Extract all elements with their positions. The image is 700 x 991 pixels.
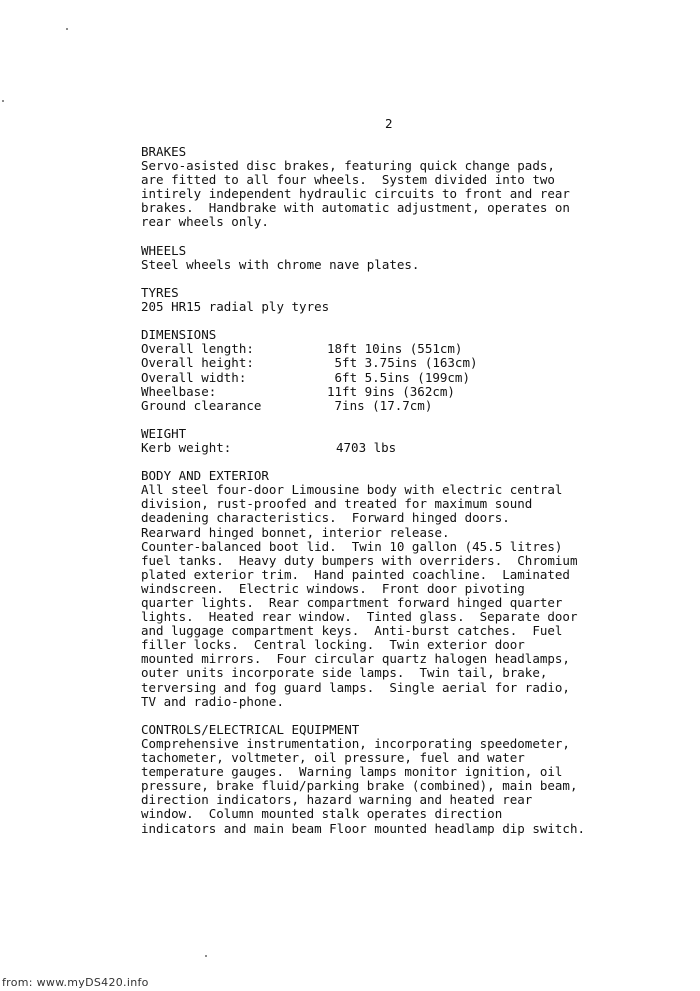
dimension-label: Overall width:: [141, 369, 247, 385]
dimension-label: Wheelbase:: [141, 383, 217, 399]
wheels-section: [141, 244, 681, 272]
scan-speck: [66, 28, 68, 30]
body-exterior-line: outer units incorporate side lamps. Twin tail, brake,: [141, 665, 548, 681]
dimension-value: 18ft 10ins (551cm): [327, 341, 463, 357]
tyres-line: 205 HR15 radial ply tyres: [141, 299, 330, 315]
body-exterior-line: mounted mirrors. Four circular quartz halogen headlamps,: [141, 651, 570, 667]
weight-row: [141, 441, 681, 455]
dimension-value: 11ft 9ins (362cm): [327, 383, 455, 399]
body-exterior-line: deadening characteristics. Forward hinged doors.: [141, 510, 510, 526]
scan-speck: [205, 955, 207, 957]
source-footer: from: www.myDS420.info: [2, 976, 149, 989]
brakes-line: are fitted to all four wheels. System divided into two: [141, 172, 555, 188]
controls-line: tachometer, voltmeter, oil pressure, fuel and water: [141, 750, 525, 766]
weight-value: 4703 lbs: [336, 439, 397, 455]
body-exterior-line: fuel tanks. Heavy duty bumpers with overriders. Chromium: [141, 552, 578, 568]
body-exterior-line: quarter lights. Rear compartment forward hinged quarter: [141, 595, 563, 610]
controls-line: temperature gauges. Warning lamps monitor ignition, oil: [141, 764, 563, 780]
body-exterior-line: windscreen. Electric windows. Front door pivoting: [141, 580, 525, 596]
body-exterior-line: lights. Heated rear window. Tinted glass. Separate door: [141, 609, 578, 625]
dimension-row: [141, 371, 681, 385]
controls-line: Comprehensive instrumentation, incorporating speedometer,: [141, 735, 570, 751]
brakes-heading: BRAKES: [141, 144, 187, 159]
weight-label: Kerb weight:: [141, 439, 232, 455]
body-exterior-line: plated exterior trim. Hand painted coachline. Laminated: [141, 566, 570, 582]
controls-line: direction indicators, hazard warning and heated rear: [141, 792, 533, 808]
body-exterior-section: [141, 469, 681, 709]
spec-sheet: [141, 145, 681, 850]
body-exterior-line: Counter-balanced boot lid. Twin 10 gallon (45.5 litres): [141, 538, 563, 554]
body-exterior-heading: BODY AND EXTERIOR: [141, 468, 269, 484]
scan-speck: [2, 100, 4, 102]
weight-heading: WEIGHT: [141, 425, 187, 441]
body-exterior-line: division, rust-proofed and treated for maximum sound: [141, 496, 533, 512]
controls-line: indicators and main beam Floor mounted headlamp dip switch.: [141, 820, 586, 836]
dimension-label: Overall length:: [141, 341, 254, 357]
body-exterior-line: All steel four-door Limousine body with electric central: [141, 482, 563, 498]
tyres-heading: TYRES: [141, 284, 179, 300]
brakes-section: [141, 145, 681, 230]
dimension-value: 7ins (17.7cm): [327, 397, 433, 413]
brakes-line: intirely independent hydraulic circuits to front and rear: [141, 186, 570, 202]
dimension-row: [141, 385, 681, 399]
wheels-line: Steel wheels with chrome nave plates.: [141, 256, 420, 272]
dimension-value: 5ft 3.75ins (163cm): [327, 355, 478, 371]
body-exterior-line: Rearward hinged bonnet, interior release.: [141, 524, 450, 540]
dimension-row: [141, 399, 681, 413]
controls-section: [141, 723, 681, 836]
dimension-value: 6ft 5.5ins (199cm): [327, 369, 470, 385]
dimension-row: [141, 356, 681, 370]
page-number: 2: [385, 116, 393, 131]
brakes-line: rear wheels only.: [141, 214, 269, 230]
controls-heading: CONTROLS/ELECTRICAL EQUIPMENT: [141, 721, 360, 737]
dimension-label: Ground clearance: [141, 397, 262, 413]
controls-line: pressure, brake fluid/parking brake (combined), main beam,: [141, 778, 578, 794]
dimension-row: [141, 342, 681, 356]
brakes-line: Servo-asisted disc brakes, featuring quick change pads,: [141, 158, 555, 174]
wheels-heading: WHEELS: [141, 242, 187, 258]
body-exterior-line: terversing and fog guard lamps. Single aerial for radio,: [141, 679, 570, 695]
dimensions-heading: DIMENSIONS: [141, 327, 217, 343]
body-exterior-line: and luggage compartment keys. Anti-burst catches. Fuel: [141, 623, 563, 639]
body-exterior-line: filler locks. Central locking. Twin exterior door: [141, 637, 525, 653]
dimensions-section: [141, 328, 681, 413]
brakes-line: brakes. Handbrake with automatic adjustment, operates on: [141, 200, 570, 216]
controls-line: window. Column mounted stalk operates direction: [141, 806, 503, 822]
weight-section: [141, 427, 681, 455]
dimension-label: Overall height:: [141, 355, 254, 371]
body-exterior-line: TV and radio-phone.: [141, 693, 284, 709]
tyres-section: [141, 286, 681, 314]
